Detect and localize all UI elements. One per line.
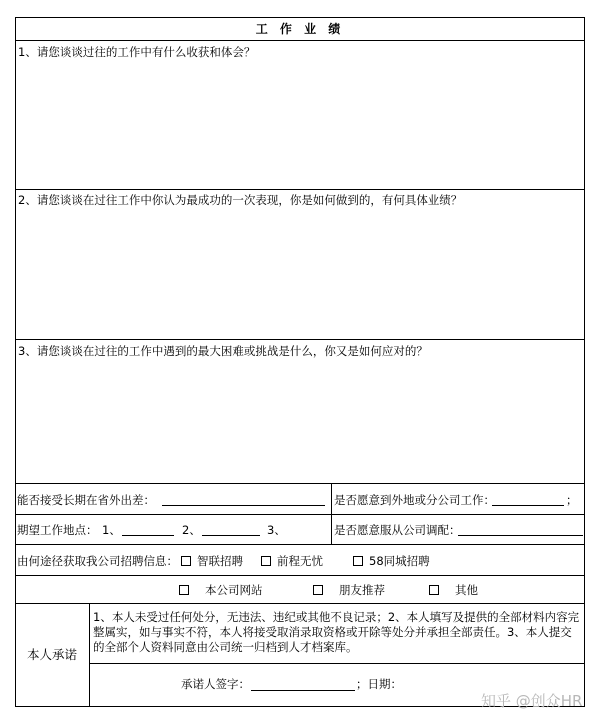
channel-option-label: 智联招聘 bbox=[197, 554, 243, 568]
divider-channels-2 bbox=[15, 603, 585, 604]
pledge-column-divider bbox=[89, 603, 90, 707]
signature-label: 承诺人签字： bbox=[181, 677, 250, 691]
checkbox-icon[interactable] bbox=[179, 585, 189, 595]
checkbox-icon[interactable] bbox=[313, 585, 323, 595]
answer-area-3[interactable] bbox=[16, 361, 584, 481]
channel-option-label: 其他 bbox=[455, 583, 478, 597]
channel-option-51job[interactable] bbox=[261, 554, 323, 568]
checkbox-icon[interactable] bbox=[261, 556, 271, 566]
date-label: ；日期： bbox=[356, 677, 402, 691]
assignment-input[interactable] bbox=[458, 535, 583, 536]
divider-fields-1 bbox=[15, 514, 585, 515]
location-1-label: 1、 bbox=[102, 523, 121, 537]
branch-work-input[interactable] bbox=[492, 505, 564, 506]
checkbox-icon[interactable] bbox=[181, 556, 191, 566]
channel-option-58[interactable] bbox=[353, 554, 430, 568]
title-divider bbox=[15, 40, 585, 41]
divider-q2 bbox=[15, 339, 585, 340]
channel-option-zhaopin[interactable] bbox=[181, 554, 243, 568]
answer-area-1[interactable] bbox=[16, 62, 584, 188]
answer-area-2[interactable] bbox=[16, 210, 584, 338]
assignment-label: 是否愿意服从公司调配： bbox=[334, 523, 461, 537]
watermark: 知乎 @创众HR bbox=[481, 692, 583, 710]
branch-work-end: ； bbox=[566, 493, 578, 507]
long-trip-input[interactable] bbox=[162, 505, 325, 506]
divider-fields-2 bbox=[15, 544, 585, 545]
section-title: 工 作 业 绩 bbox=[255, 22, 345, 36]
channel-label: 由何途径获取我公司招聘信息： bbox=[17, 554, 178, 568]
signature-input[interactable] bbox=[251, 690, 355, 691]
question-1: 1、请您谈谈过往的工作中有什么收获和体会？ bbox=[18, 45, 256, 59]
location-2-label: 2、 bbox=[182, 523, 201, 537]
question-2: 2、请您谈谈在过往工作中你认为最成功的一次表现，你是如何做到的，有何具体业绩？ bbox=[18, 193, 463, 207]
channel-option-other[interactable] bbox=[429, 583, 478, 597]
branch-work-label: 是否愿意到外地或分公司工作： bbox=[334, 493, 495, 507]
channel-option-label: 本公司网站 bbox=[205, 583, 263, 597]
question-3: 3、请您谈谈在过往的工作中遇到的最大困难或挑战是什么，你又是如何应对的？ bbox=[18, 344, 428, 358]
divider-pledge bbox=[89, 663, 585, 664]
checkbox-icon[interactable] bbox=[429, 585, 439, 595]
channel-option-company-site[interactable] bbox=[179, 583, 263, 597]
long-trip-label: 能否接受长期在省外出差： bbox=[17, 493, 155, 507]
location-1-input[interactable] bbox=[122, 535, 174, 536]
channel-option-referral[interactable] bbox=[313, 583, 385, 597]
channel-option-label: 朋友推荐 bbox=[339, 583, 385, 597]
divider-q3 bbox=[15, 483, 585, 484]
divider-channels-1 bbox=[15, 575, 585, 576]
location-label: 期望工作地点： bbox=[17, 523, 98, 537]
divider-q1 bbox=[15, 189, 585, 190]
channel-option-label: 前程无忧 bbox=[277, 554, 323, 568]
checkbox-icon[interactable] bbox=[353, 556, 363, 566]
channel-option-label: 58同城招聘 bbox=[369, 554, 430, 568]
pledge-text: 1、本人未受过任何处分，无违法、违纪或其他不良记录；2、本人填写及提供的全部材料内容完整属实，如与事实不符，本人将接受取消录取资格或开除等处分并承担全部责任。3、本人提交的全部个人资料同意由公司统一归档到人才档案库。 bbox=[93, 610, 580, 654]
pledge-heading: 本人承诺 bbox=[27, 647, 78, 662]
location-2-input[interactable] bbox=[202, 535, 260, 536]
location-3-label: 3、 bbox=[267, 523, 286, 537]
